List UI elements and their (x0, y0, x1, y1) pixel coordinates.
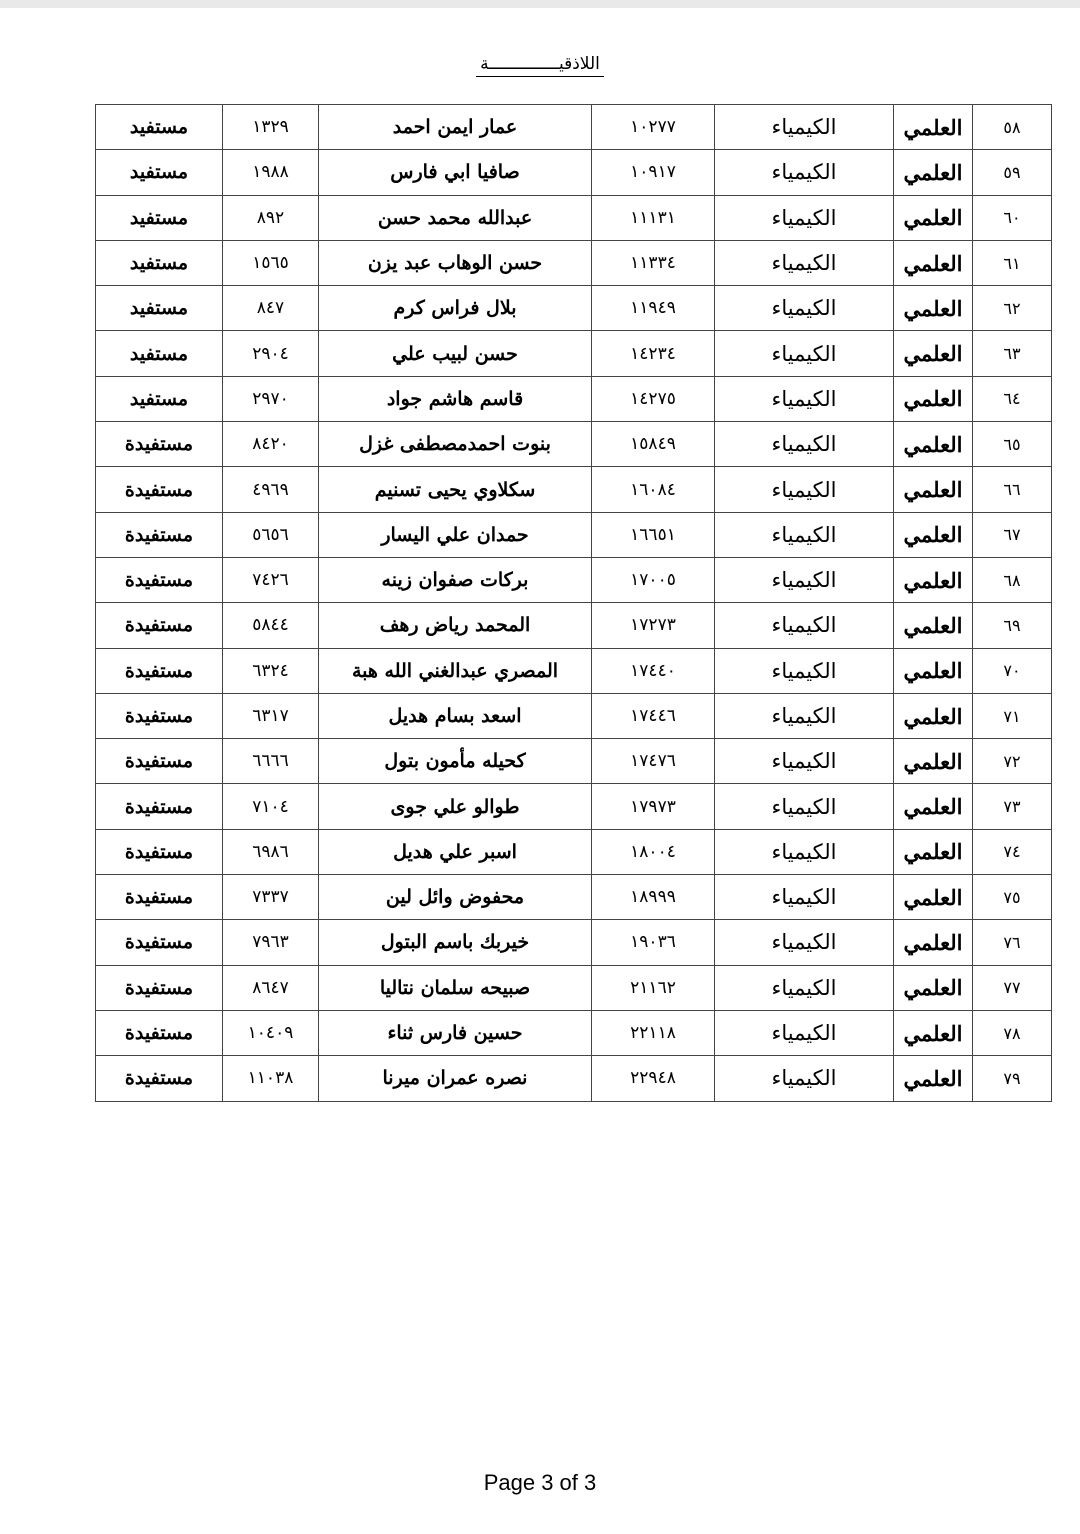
status-cell: مستفيد (96, 286, 223, 331)
score-cell: ١٩٨٨ (223, 150, 319, 195)
branch-cell: العلمي (894, 784, 973, 829)
code-cell: ١٤٢٣٤ (592, 331, 715, 376)
branch-cell: العلمي (894, 150, 973, 195)
page-footer: Page 3 of 3 (483, 1470, 597, 1495)
score-cell: ٧٩٦٣ (223, 920, 319, 965)
score-cell: ٧٣٣٧ (223, 875, 319, 920)
score-cell: ٨٩٢ (223, 195, 319, 240)
student-name-cell: بنوت احمدمصطفى غزل (319, 422, 592, 467)
row-number-cell: ٦٩ (973, 603, 1052, 648)
row-number-cell: ٦٢ (973, 286, 1052, 331)
table-row (96, 920, 1052, 965)
status-cell: مستفيدة (96, 829, 223, 874)
code-cell: ١٦٦٥١ (592, 512, 715, 557)
heading-text: اللاذقيــــــــــــــة (476, 54, 604, 77)
branch-cell: العلمي (894, 467, 973, 512)
results-table (95, 104, 1052, 1102)
subject-cell: الكيمياء (715, 829, 894, 874)
code-cell: ١٧٤٤٠ (592, 648, 715, 693)
status-cell: مستفيدة (96, 784, 223, 829)
subject-cell: الكيمياء (715, 1010, 894, 1055)
status-cell: مستفيدة (96, 920, 223, 965)
student-name-cell: سكلاوي يحيى تسنيم (319, 467, 592, 512)
row-number-cell: ٦١ (973, 240, 1052, 285)
subject-cell: الكيمياء (715, 376, 894, 421)
student-name-cell: عبدالله محمد حسن (319, 195, 592, 240)
table-row (96, 1056, 1052, 1101)
table-row (96, 648, 1052, 693)
branch-cell: العلمي (894, 557, 973, 602)
code-cell: ١٤٢٧٥ (592, 376, 715, 421)
branch-cell: العلمي (894, 1010, 973, 1055)
status-cell: مستفيدة (96, 739, 223, 784)
table-row (96, 150, 1052, 195)
table-row (96, 240, 1052, 285)
status-cell: مستفيدة (96, 603, 223, 648)
row-number-cell: ٥٨ (973, 105, 1052, 150)
subject-cell: الكيمياء (715, 920, 894, 965)
row-number-cell: ٧٤ (973, 829, 1052, 874)
branch-cell: العلمي (894, 286, 973, 331)
code-cell: ١١٩٤٩ (592, 286, 715, 331)
status-cell: مستفيدة (96, 648, 223, 693)
code-cell: ١٧٩٧٣ (592, 784, 715, 829)
score-cell: ٨٤٧ (223, 286, 319, 331)
table-row (96, 1010, 1052, 1055)
score-cell: ٦٣١٧ (223, 693, 319, 738)
status-cell: مستفيد (96, 240, 223, 285)
subject-cell: الكيمياء (715, 150, 894, 195)
student-name-cell: صافيا ابي فارس (319, 150, 592, 195)
row-number-cell: ٦٦ (973, 467, 1052, 512)
status-cell: مستفيدة (96, 1056, 223, 1101)
student-name-cell: نصره عمران ميرنا (319, 1056, 592, 1101)
status-cell: مستفيد (96, 331, 223, 376)
status-cell: مستفيد (96, 150, 223, 195)
status-cell: مستفيد (96, 195, 223, 240)
code-cell: ٢١١٦٢ (592, 965, 715, 1010)
score-cell: ٨٤٢٠ (223, 422, 319, 467)
score-cell: ١١٠٣٨ (223, 1056, 319, 1101)
branch-cell: العلمي (894, 920, 973, 965)
score-cell: ٨٦٤٧ (223, 965, 319, 1010)
row-number-cell: ٥٩ (973, 150, 1052, 195)
subject-cell: الكيمياء (715, 739, 894, 784)
status-cell: مستفيد (96, 105, 223, 150)
branch-cell: العلمي (894, 240, 973, 285)
student-name-cell: كحيله مأمون بتول (319, 739, 592, 784)
score-cell: ٧١٠٤ (223, 784, 319, 829)
branch-cell: العلمي (894, 829, 973, 874)
table-row (96, 286, 1052, 331)
branch-cell: العلمي (894, 512, 973, 557)
score-cell: ٥٨٤٤ (223, 603, 319, 648)
code-cell: ٢٢١١٨ (592, 1010, 715, 1055)
status-cell: مستفيدة (96, 512, 223, 557)
student-name-cell: محفوض وائل لين (319, 875, 592, 920)
status-cell: مستفيدة (96, 693, 223, 738)
row-number-cell: ٦٧ (973, 512, 1052, 557)
score-cell: ٦٩٨٦ (223, 829, 319, 874)
student-name-cell: حمدان علي اليسار (319, 512, 592, 557)
code-cell: ١٧٤٧٦ (592, 739, 715, 784)
code-cell: ١١١٣١ (592, 195, 715, 240)
student-name-cell: بلال فراس كرم (319, 286, 592, 331)
branch-cell: العلمي (894, 195, 973, 240)
row-number-cell: ٦٤ (973, 376, 1052, 421)
table-row (96, 875, 1052, 920)
table-row (96, 195, 1052, 240)
student-name-cell: اسعد بسام هديل (319, 693, 592, 738)
subject-cell: الكيمياء (715, 195, 894, 240)
page-heading (0, 54, 1080, 77)
results-table-body (96, 105, 1052, 1102)
code-cell: ١١٣٣٤ (592, 240, 715, 285)
code-cell: ٢٢٩٤٨ (592, 1056, 715, 1101)
branch-cell: العلمي (894, 376, 973, 421)
branch-cell: العلمي (894, 105, 973, 150)
code-cell: ١٧٠٠٥ (592, 557, 715, 602)
table-row (96, 105, 1052, 150)
subject-cell: الكيمياء (715, 467, 894, 512)
table-row (96, 467, 1052, 512)
subject-cell: الكيمياء (715, 422, 894, 467)
score-cell: ٢٩٧٠ (223, 376, 319, 421)
subject-cell: الكيمياء (715, 965, 894, 1010)
branch-cell: العلمي (894, 693, 973, 738)
top-strip (0, 0, 1080, 8)
subject-cell: الكيمياء (715, 784, 894, 829)
student-name-cell: بركات صفوان زينه (319, 557, 592, 602)
table-row (96, 557, 1052, 602)
subject-cell: الكيمياء (715, 1056, 894, 1101)
code-cell: ١٨٩٩٩ (592, 875, 715, 920)
branch-cell: العلمي (894, 603, 973, 648)
table-row (96, 331, 1052, 376)
code-cell: ١٩٠٣٦ (592, 920, 715, 965)
score-cell: ٦٦٦٦ (223, 739, 319, 784)
table-row (96, 376, 1052, 421)
student-name-cell: اسبر علي هديل (319, 829, 592, 874)
status-cell: مستفيد (96, 376, 223, 421)
code-cell: ١٥٨٤٩ (592, 422, 715, 467)
code-cell: ١٦٠٨٤ (592, 467, 715, 512)
table-row (96, 829, 1052, 874)
score-cell: ٥٦٥٦ (223, 512, 319, 557)
score-cell: ١٠٤٠٩ (223, 1010, 319, 1055)
table-row (96, 739, 1052, 784)
score-cell: ٧٤٢٦ (223, 557, 319, 602)
score-cell: ٢٩٠٤ (223, 331, 319, 376)
table-row (96, 784, 1052, 829)
student-name-cell: قاسم هاشم جواد (319, 376, 592, 421)
subject-cell: الكيمياء (715, 875, 894, 920)
student-name-cell: طوالو علي جوى (319, 784, 592, 829)
status-cell: مستفيدة (96, 557, 223, 602)
code-cell: ١٠٩١٧ (592, 150, 715, 195)
status-cell: مستفيدة (96, 467, 223, 512)
table-row (96, 965, 1052, 1010)
score-cell: ٦٣٢٤ (223, 648, 319, 693)
code-cell: ١٧٤٤٦ (592, 693, 715, 738)
student-name-cell: صبيحه سلمان نتاليا (319, 965, 592, 1010)
branch-cell: العلمي (894, 875, 973, 920)
status-cell: مستفيدة (96, 1010, 223, 1055)
subject-cell: الكيمياء (715, 693, 894, 738)
score-cell: ١٣٢٩ (223, 105, 319, 150)
code-cell: ١٧٢٧٣ (592, 603, 715, 648)
subject-cell: الكيمياء (715, 331, 894, 376)
branch-cell: العلمي (894, 422, 973, 467)
subject-cell: الكيمياء (715, 603, 894, 648)
student-name-cell: حسن لبيب علي (319, 331, 592, 376)
code-cell: ١٠٢٧٧ (592, 105, 715, 150)
branch-cell: العلمي (894, 965, 973, 1010)
row-number-cell: ٧٧ (973, 965, 1052, 1010)
student-name-cell: حسن الوهاب عبد يزن (319, 240, 592, 285)
code-cell: ١٨٠٠٤ (592, 829, 715, 874)
row-number-cell: ٧٢ (973, 739, 1052, 784)
branch-cell: العلمي (894, 739, 973, 784)
subject-cell: الكيمياء (715, 286, 894, 331)
branch-cell: العلمي (894, 648, 973, 693)
branch-cell: العلمي (894, 1056, 973, 1101)
subject-cell: الكيمياء (715, 105, 894, 150)
subject-cell: الكيمياء (715, 648, 894, 693)
student-name-cell: حسين فارس ثناء (319, 1010, 592, 1055)
table-row (96, 693, 1052, 738)
row-number-cell: ٦٠ (973, 195, 1052, 240)
subject-cell: الكيمياء (715, 512, 894, 557)
score-cell: ٤٩٦٩ (223, 467, 319, 512)
row-number-cell: ٧٩ (973, 1056, 1052, 1101)
row-number-cell: ٦٨ (973, 557, 1052, 602)
row-number-cell: ٦٥ (973, 422, 1052, 467)
student-name-cell: عمار ايمن احمد (319, 105, 592, 150)
subject-cell: الكيمياء (715, 240, 894, 285)
table-row (96, 512, 1052, 557)
table-row (96, 603, 1052, 648)
row-number-cell: ٧١ (973, 693, 1052, 738)
branch-cell: العلمي (894, 331, 973, 376)
student-name-cell: المحمد رياض رهف (319, 603, 592, 648)
score-cell: ١٥٦٥ (223, 240, 319, 285)
row-number-cell: ٧٣ (973, 784, 1052, 829)
row-number-cell: ٧٦ (973, 920, 1052, 965)
student-name-cell: خيربك باسم البتول (319, 920, 592, 965)
table-row (96, 422, 1052, 467)
subject-cell: الكيمياء (715, 557, 894, 602)
row-number-cell: ٧٥ (973, 875, 1052, 920)
row-number-cell: ٦٣ (973, 331, 1052, 376)
row-number-cell: ٧٠ (973, 648, 1052, 693)
student-name-cell: المصري عبدالغني الله هبة (319, 648, 592, 693)
status-cell: مستفيدة (96, 875, 223, 920)
status-cell: مستفيدة (96, 422, 223, 467)
status-cell: مستفيدة (96, 965, 223, 1010)
row-number-cell: ٧٨ (973, 1010, 1052, 1055)
